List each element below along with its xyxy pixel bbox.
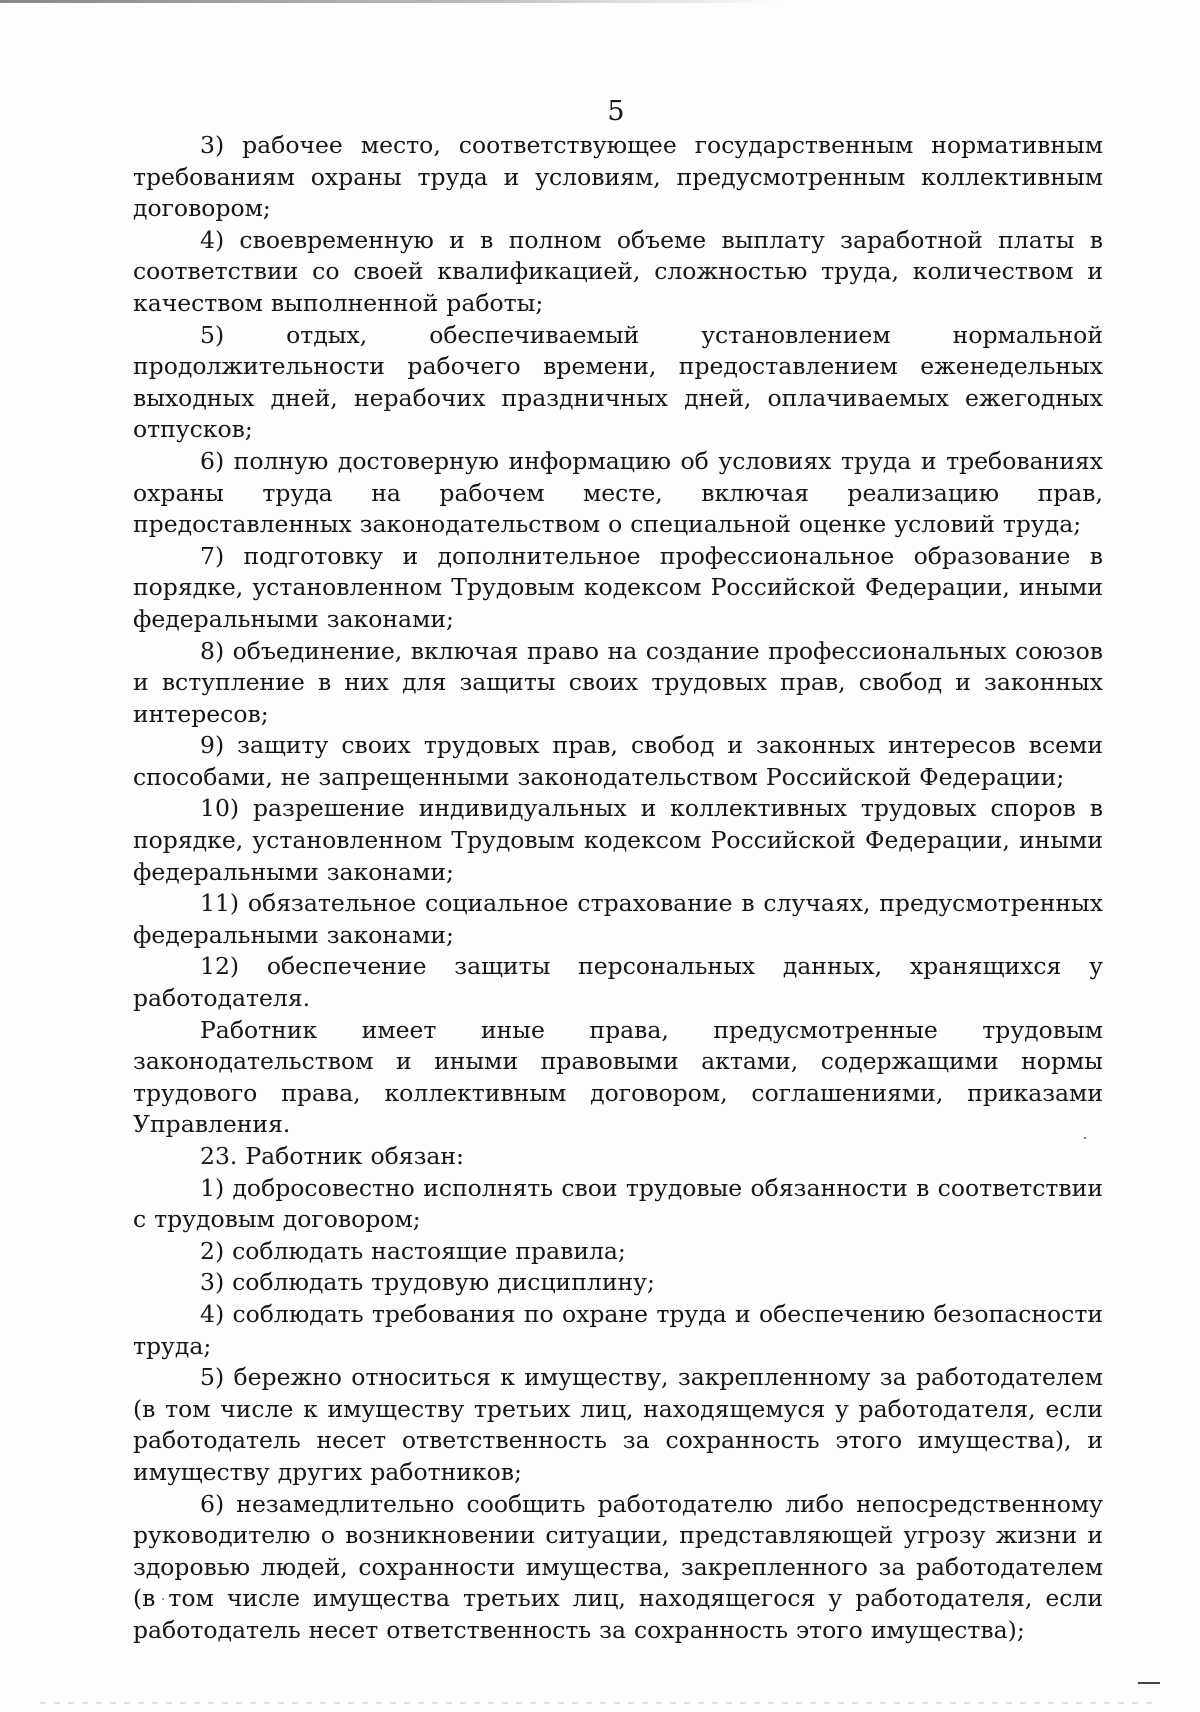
- paragraph: 12) обеспечение защиты персональных данных, хранящихся у работодателя.: [133, 952, 1103, 1013]
- paragraph: 4) соблюдать требования по охране труда и обеспечению безопасности труда;: [133, 1299, 1103, 1360]
- paragraph: Работник имеет иные права, предусмотренные трудовым законодательством и иными правовыми актами, содержащими нормы трудового права, коллективным договором, соглашениями, приказами Управления.: [133, 1015, 1103, 1139]
- paragraph: 11) обязательное социальное страхование в случаях, предусмотренных федеральными законами;: [133, 889, 1103, 949]
- paragraph: 6) незамедлительно сообщить работодателю либо непосредственному руководителю о возникновении ситуации, представляющей угрозу жизни и здоровью людей, сохранности имущества, закрепленного за работодателем (в том числе имущества третьих лиц, находящегося у работодателя, если работодатель несет ответственность за сохранность этого имущества);: [133, 1489, 1103, 1644]
- paragraph: 4) своевременную и в полном объеме выплату заработной платы в соответствии со своей квалификацией, сложностью труда, количеством и качеством выполненной работы;: [133, 225, 1103, 317]
- scan-edge-top: [0, 0, 780, 3]
- scan-edge-bottom: [40, 1702, 1160, 1704]
- paragraph: 6) полную достоверную информацию об условиях труда и требованиях охраны труда на рабочем месте, включая реализацию прав, предоставленных законодательством о специальной оценке условий труда;: [133, 446, 1103, 539]
- page-number: 5: [607, 96, 625, 127]
- paragraph: 8) объединение, включая право на создание профессиональных союзов и вступление в них для защиты своих трудовых прав, свобод и законных интересов;: [133, 636, 1103, 728]
- paragraph: 7) подготовку и дополнительное профессиональное образование в порядке, установленном Трудовым кодексом Российской Федерации, иными федеральными законами;: [133, 541, 1103, 633]
- paragraph: 2) соблюдать настоящие правила;: [200, 1236, 626, 1265]
- paragraph: 1) добросовестно исполнять свои трудовые обязанности в соответствии с трудовым договором;: [133, 1173, 1103, 1234]
- paragraph: 10) разрешение индивидуальных и коллективных трудовых споров в порядке, установленном Трудовым кодексом Российской Федерации, иными федеральными законами;: [133, 794, 1103, 886]
- scan-speck: [1138, 1682, 1160, 1684]
- paragraph: 3) рабочее место, соответствующее государственным нормативным требованиям охраны труда и условиям, предусмотренным коллективным договором;: [133, 131, 1103, 223]
- section-heading: 23. Работник обязан:: [200, 1142, 464, 1170]
- paragraph: 5) бережно относиться к имуществу, закрепленному за работодателем (в том числе к имуществу третьих лиц, находящемуся у работодателя, если работодатель несет ответственность за сохранность этого имущества), и имуществу других работников;: [133, 1363, 1103, 1486]
- paragraph: 3) соблюдать трудовую дисциплину;: [200, 1268, 655, 1297]
- paragraph: 9) защиту своих трудовых прав, свобод и законных интересов всеми способами, не запрещенными законодательством Российской Федерации;: [133, 731, 1103, 791]
- document-body: [133, 130, 1103, 1647]
- paragraph: 5) отдых, обеспечиваемый установлением нормальной продолжительности рабочего времени, предоставлением еженедельных выходных дней, нерабочих праздничных дней, оплачиваемых ежегодных отпусков;: [133, 320, 1103, 444]
